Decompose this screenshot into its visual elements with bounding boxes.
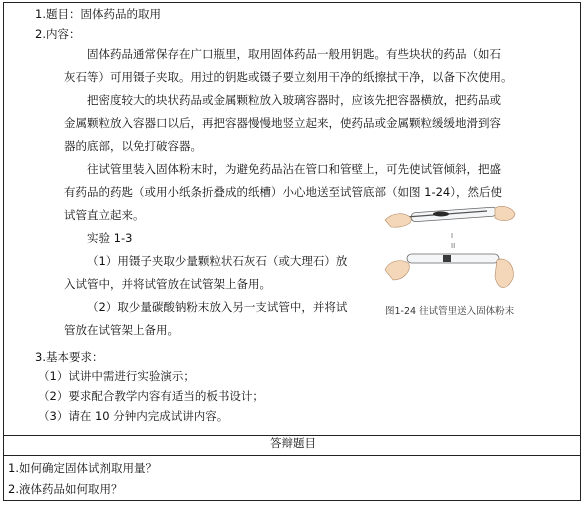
paragraph-3-line-2: 有药品的药匙（或用小纸条折叠成的纸槽）小心地送至试管底部（如图 1-24），然后使 xyxy=(64,185,503,199)
topic-title: 1.题目：固体药品的取用 xyxy=(35,7,161,21)
svg-text:I: I xyxy=(451,232,454,240)
paragraph-1-line-2: 灰石等）可用镊子夹取。用过的钥匙或镊子要立刻用干净的纸擦拭干净，以备下次使用。 xyxy=(64,70,513,84)
paragraph-2-line-2: 金属颗粒放入容器口以后，再把容器慢慢地竖立起来，使药品或金属颗粒缓缓地滑到容 xyxy=(64,116,501,130)
requirements-label: 3.基本要求： xyxy=(35,350,104,364)
defense-question: 2.液体药品如何取用？ xyxy=(8,482,123,496)
section-divider xyxy=(4,455,580,456)
paragraph-3-line-3: 试管直立起来。 xyxy=(64,208,145,222)
figure-caption: 图1-24 往试管里送入固体粉末 xyxy=(385,306,515,317)
upright-tube-figure xyxy=(385,254,513,288)
requirement-item: （2）要求配合教学内容有适当的板书设计； xyxy=(38,389,264,403)
experiment-title: 实验 1-3 xyxy=(87,231,133,245)
content-label: 2.内容： xyxy=(35,27,81,41)
paragraph-1-line-1: 固体药品通常保存在广口瓶里，取用固体药品一般用钥匙。有些块状的药品（如石 xyxy=(87,47,501,61)
paragraph-3-line-1: 往试管里装入固体粉末时，为避免药品沾在管口和管壁上，可先使试管倾斜，把盛 xyxy=(87,162,501,176)
test-tube-illustration xyxy=(383,200,519,310)
experiment-step-1-line-2: 入试管中，并将试管放在试管架上备用。 xyxy=(64,277,271,291)
experiment-step-1-line-1: （1）用镊子夹取少量颗粒状石灰石（或大理石）放 xyxy=(87,254,348,268)
paragraph-2-line-3: 器的底部，以免打破容器。 xyxy=(64,139,202,153)
requirement-item: （1）试讲中需进行实验演示； xyxy=(38,369,195,383)
tilted-tube-figure xyxy=(385,206,515,227)
defense-question: 1.如何确定固体试剂取用量？ xyxy=(8,461,157,475)
requirement-item: （3）请在 10 分钟内完成试讲内容。 xyxy=(38,409,229,423)
experiment-step-2-line-1: （2）取少量碳酸钠粉末放入另一支试管中，并将试 xyxy=(87,300,348,314)
experiment-step-2-line-2: 管放在试管架上备用。 xyxy=(64,323,179,337)
defense-header: 答辩题目 xyxy=(270,436,316,450)
paragraph-2-line-1: 把密度较大的块状药品或金属颗粒放入玻璃容器时，应该先把容器横放，把药品或 xyxy=(87,93,501,107)
svg-text:II: II xyxy=(451,242,456,250)
